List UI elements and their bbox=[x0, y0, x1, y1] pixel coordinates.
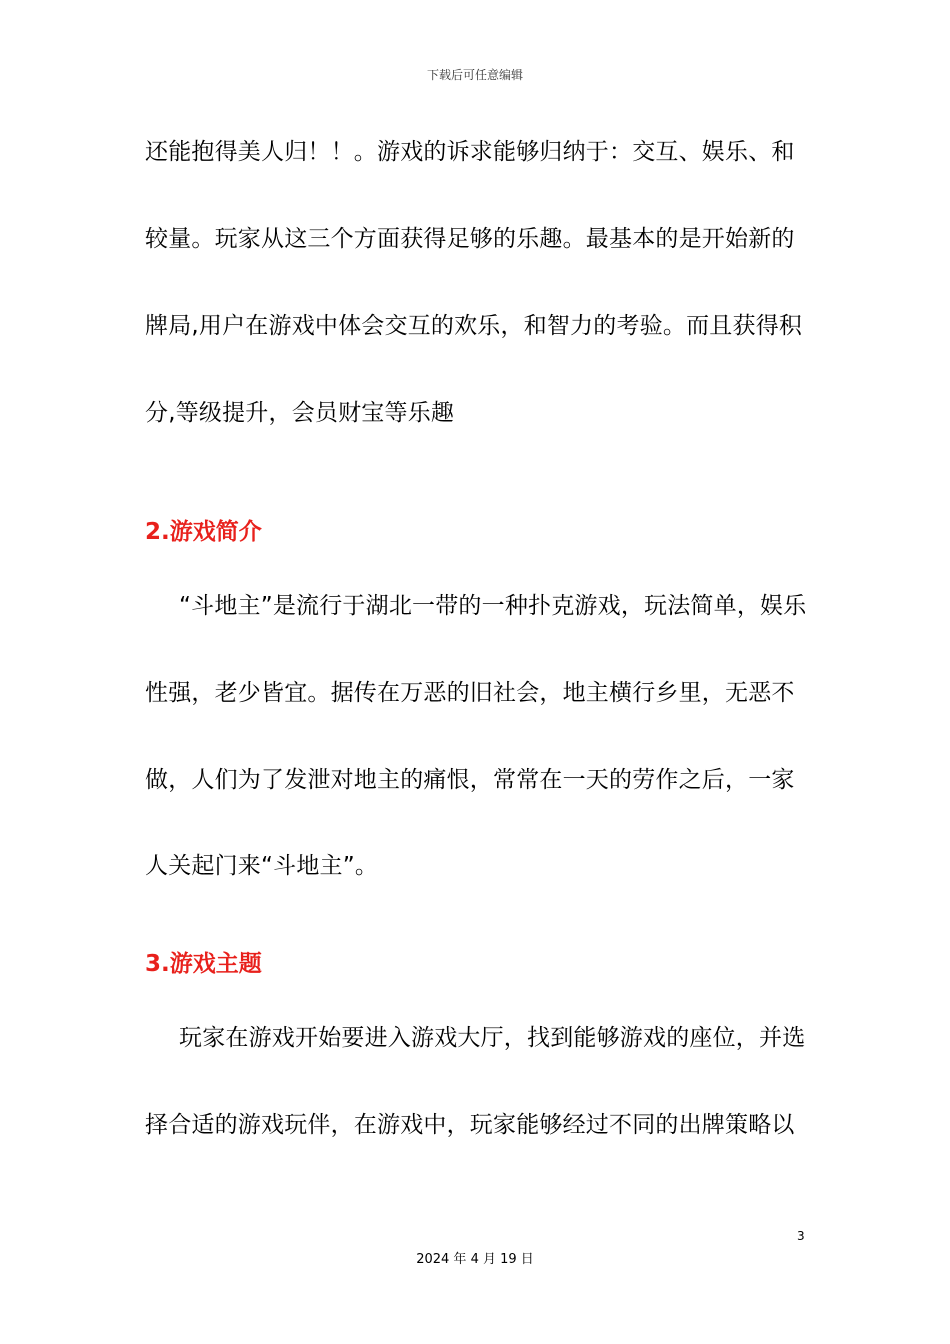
paragraph-line: 牌局,用户在游戏中体会交互的欢乐，和智力的考验。而且获得积 bbox=[145, 313, 803, 339]
paragraph-line: 人关起门来“斗地主”。 bbox=[145, 853, 379, 879]
paragraph-line: 性强，老少皆宜。据传在万恶的旧社会，地主横行乡里，无恶不 bbox=[145, 680, 795, 706]
paragraph-line: “斗地主”是流行于湖北一带的一种扑克游戏，玩法简单，娱乐 bbox=[179, 593, 807, 619]
footer-date: 2024 年 4 月 19 日 bbox=[416, 1252, 534, 1267]
paragraph-line: 玩家在游戏开始要进入游戏大厅，找到能够游戏的座位，并选 bbox=[179, 1025, 806, 1051]
paragraph-line: 做，人们为了发泄对地主的痛恨，常常在一天的劳作之后，一家 bbox=[145, 767, 795, 793]
section-heading-intro: 2.游戏简介 bbox=[145, 519, 262, 545]
paragraph-line: 择合适的游戏玩伴，在游戏中，玩家能够经过不同的出牌策略以 bbox=[145, 1112, 795, 1138]
page-header: 下载后可任意编辑 bbox=[426, 68, 523, 82]
paragraph-line: 分,等级提升，会员财宝等乐趣 bbox=[145, 400, 455, 426]
paragraph-line: 还能抱得美人归！！。游戏的诉求能够归纳于：交互、娱乐、和 bbox=[145, 139, 795, 165]
paragraph-line: 较量。玩家从这三个方面获得足够的乐趣。最基本的是开始新的 bbox=[145, 226, 795, 252]
page-number: 3 bbox=[797, 1229, 805, 1243]
section-heading-theme: 3.游戏主题 bbox=[145, 951, 262, 977]
